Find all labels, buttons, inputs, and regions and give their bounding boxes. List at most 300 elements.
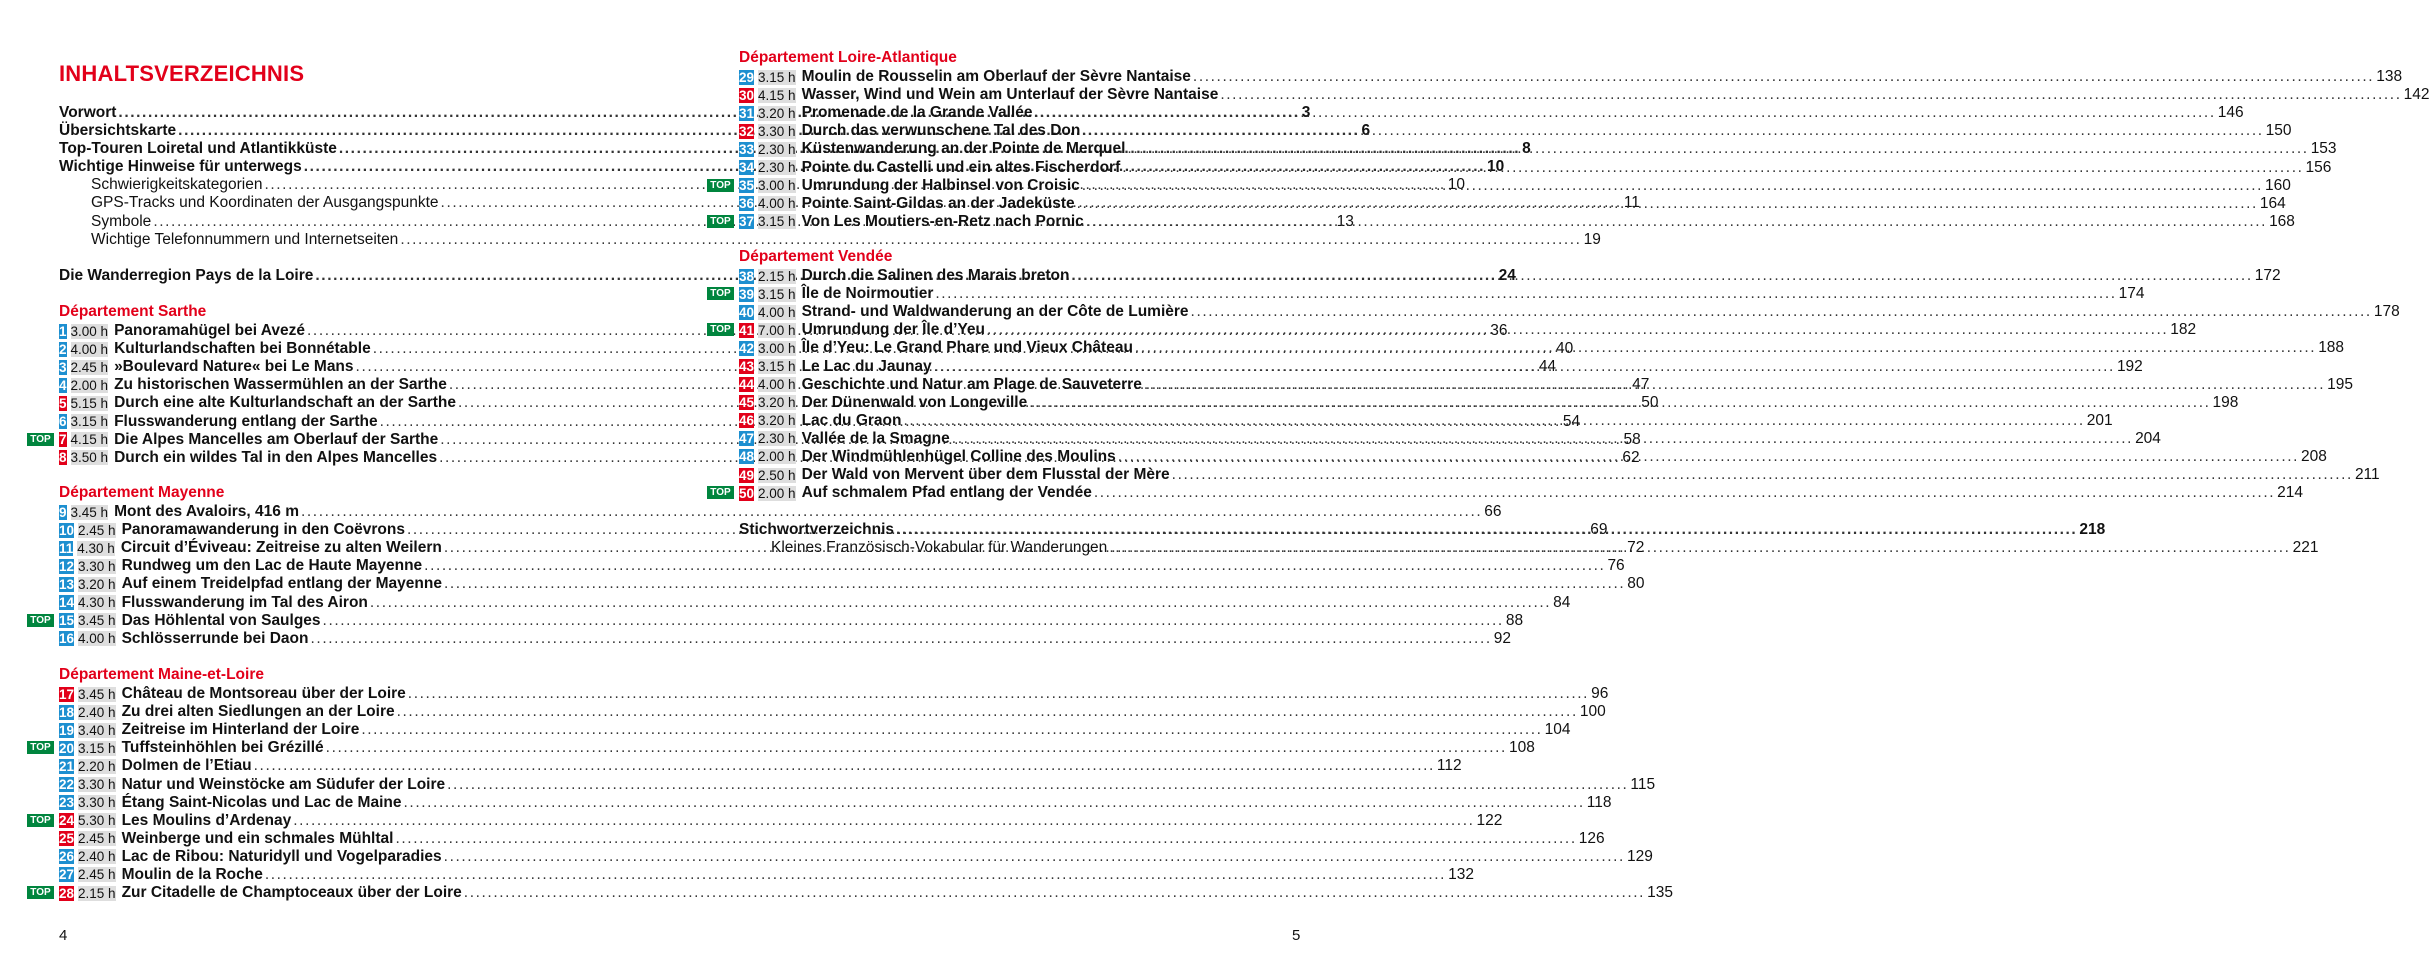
tour-duration: 3.15 h bbox=[758, 214, 796, 230]
tour-title: Promenade de la Grande Vallée bbox=[801, 104, 1033, 122]
entry-page: 8 bbox=[1522, 140, 1531, 158]
tour-number-badge: 3 bbox=[59, 359, 67, 375]
tour-page: 188 bbox=[2318, 339, 2345, 357]
tour-title-line bbox=[802, 267, 2281, 285]
tour-page: 72 bbox=[1627, 539, 1645, 557]
entry-page: 6 bbox=[1361, 122, 1371, 140]
tour-title: Durch eine alte Kulturlandschaft an der Sarthe bbox=[114, 394, 457, 412]
tour-number-badge: 30 bbox=[739, 87, 755, 103]
tour-title: Moulin de la Roche bbox=[121, 865, 263, 883]
tour-title: Lac de Ribou: Naturidyll und Vogelparadies bbox=[121, 847, 442, 865]
tour-row bbox=[0, 775, 1656, 793]
tour-number-badge: 36 bbox=[739, 196, 755, 212]
page-title: INHALTSVERZEICHNIS bbox=[59, 61, 305, 86]
tour-duration: 3.15 h bbox=[70, 414, 109, 430]
tour-page: 211 bbox=[2354, 466, 2380, 484]
tour-page: 204 bbox=[2135, 429, 2161, 447]
tour-number-badge: 42 bbox=[739, 340, 755, 356]
entry-title: Kleines Französisch-Vokabular für Wanderungen bbox=[771, 539, 1108, 557]
tour-title: Circuit d’Éviveau: Zeitreise zu alten Weilern bbox=[120, 539, 442, 557]
tour-duration: 4.15 h bbox=[70, 432, 109, 448]
tour-row bbox=[0, 811, 1503, 830]
tour-title: Die Alpes Mancelles am Oberlauf der Sarthe bbox=[114, 430, 439, 448]
entry-page: 3 bbox=[1301, 104, 1311, 121]
tour-title: Pointe Saint-Gildas an der Jadeküste bbox=[801, 194, 1075, 212]
tour-duration: 4.00 h bbox=[758, 304, 796, 320]
tour-duration: 3.30 h bbox=[78, 777, 116, 793]
tour-title: Tuffsteinhöhlen bei Grézillé bbox=[121, 739, 324, 757]
tour-number-badge: 14 bbox=[59, 595, 75, 611]
entry-page: 10 bbox=[1487, 158, 1505, 176]
tour-number-badge: 31 bbox=[739, 105, 755, 121]
tour-number-badge: 49 bbox=[739, 467, 755, 483]
tour-row bbox=[680, 104, 2244, 122]
tour-page: 135 bbox=[1647, 884, 1673, 902]
leader-dots bbox=[1122, 159, 2303, 177]
tour-number-badge: 8 bbox=[59, 450, 67, 466]
tour-title: Umrundung der Île d’Yeu bbox=[801, 321, 986, 339]
tour-row bbox=[680, 86, 2430, 104]
tour-row bbox=[0, 757, 1462, 775]
tour-title: Durch das verwunschene Tal des Don bbox=[801, 122, 1081, 140]
leader-dots bbox=[1077, 195, 2258, 213]
top-tour-badge: TOP bbox=[707, 287, 734, 300]
tour-number-badge: 26 bbox=[59, 849, 75, 865]
entry-page: 218 bbox=[2079, 521, 2106, 538]
entry-title: Symbole bbox=[91, 212, 152, 230]
leader-dots bbox=[1071, 267, 2252, 285]
tour-title-line bbox=[802, 285, 2145, 303]
tour-page: 195 bbox=[2327, 375, 2353, 393]
tour-title: Geschichte und Natur am Plage de Sauveterre bbox=[801, 375, 1142, 393]
leader-dots bbox=[935, 285, 2116, 303]
tour-row bbox=[0, 629, 1512, 648]
tour-number-badge: 34 bbox=[739, 160, 755, 176]
tour-page: 115 bbox=[1630, 775, 1656, 793]
tour-duration: 3.30 h bbox=[758, 123, 796, 139]
tour-title-line bbox=[802, 484, 2303, 502]
entry-page: 221 bbox=[2292, 539, 2319, 557]
tour-title: Strand- und Waldwanderung an der Côte de Lumière bbox=[801, 303, 1189, 321]
tour-title: Mont des Avaloirs, 416 m bbox=[114, 503, 299, 521]
tour-page: 208 bbox=[2301, 447, 2327, 465]
tour-row bbox=[0, 611, 1524, 630]
tour-duration: 2.30 h bbox=[758, 431, 796, 447]
tour-duration: 2.40 h bbox=[78, 704, 116, 720]
tour-row bbox=[680, 484, 2304, 502]
tour-title: Auf schmalem Pfad entlang der Vendée bbox=[801, 484, 1092, 502]
tour-duration: 2.30 h bbox=[758, 160, 796, 176]
tour-title: Les Moulins d’Ardenay bbox=[121, 811, 292, 829]
tour-number-badge: 9 bbox=[59, 504, 67, 520]
tour-title: Flusswanderung im Tal des Airon bbox=[121, 593, 368, 611]
tour-row bbox=[0, 593, 1571, 611]
tour-number-badge: 20 bbox=[59, 740, 75, 756]
tour-page: 160 bbox=[2265, 176, 2291, 194]
entry-title: Wichtige Telefonnummern und Internetseiten bbox=[91, 230, 399, 248]
tour-title: Moulin de Rousselin am Oberlauf der Sèvre Nantaise bbox=[801, 68, 1191, 86]
tour-page: 118 bbox=[1586, 793, 1612, 811]
tour-page: 50 bbox=[1641, 394, 1659, 412]
leader-dots bbox=[1144, 376, 2325, 394]
tour-duration: 3.40 h bbox=[78, 722, 116, 738]
tour-title-line bbox=[802, 448, 2327, 466]
tour-number-badge: 1 bbox=[59, 323, 67, 339]
tour-title: Zu historischen Wassermühlen an der Sarthe bbox=[114, 376, 447, 394]
tour-duration: 3.20 h bbox=[758, 105, 796, 121]
entry-page: 10 bbox=[1447, 176, 1465, 194]
tour-duration: 3.00 h bbox=[758, 340, 796, 356]
entry-title: Wichtige Hinweise für unterwegs bbox=[59, 158, 302, 176]
tour-number-badge: 39 bbox=[739, 286, 755, 302]
tour-number-badge: 40 bbox=[739, 304, 755, 320]
tour-row bbox=[0, 503, 1502, 521]
tour-title: Flusswanderung entlang der Sarthe bbox=[114, 412, 378, 430]
leader-dots bbox=[1193, 68, 2374, 86]
tour-duration: 4.30 h bbox=[78, 595, 116, 611]
page-number-right: 5 bbox=[1292, 927, 1301, 944]
tour-duration: 4.00 h bbox=[70, 341, 109, 357]
tour-duration: 3.20 h bbox=[758, 395, 796, 411]
tour-title: Zur Citadelle de Champtoceaux über der Loire bbox=[121, 884, 462, 902]
tour-page: 182 bbox=[2170, 321, 2197, 339]
leader-dots bbox=[1086, 213, 2267, 231]
leader-dots bbox=[1191, 303, 2372, 321]
tour-page: 104 bbox=[1544, 721, 1571, 739]
tour-title: Rundweg um den Lac de Haute Mayenne bbox=[121, 557, 423, 575]
tour-page: 178 bbox=[2373, 303, 2400, 321]
tour-duration: 3.00 h bbox=[758, 178, 796, 194]
tour-duration: 3.20 h bbox=[758, 413, 796, 429]
tour-number-badge: 21 bbox=[59, 758, 75, 774]
tour-duration: 2.40 h bbox=[78, 849, 116, 865]
tour-page: 54 bbox=[1562, 412, 1581, 430]
entry-page: 19 bbox=[1583, 230, 1601, 248]
tour-title-line bbox=[802, 140, 2337, 158]
tour-duration: 4.00 h bbox=[758, 196, 796, 212]
tour-title: Lac du Graon bbox=[801, 411, 902, 429]
leader-dots bbox=[1220, 86, 2401, 104]
top-tour-badge: TOP bbox=[27, 886, 54, 899]
tour-page: 108 bbox=[1508, 739, 1535, 757]
tour-title-line bbox=[802, 358, 2143, 376]
tour-row bbox=[680, 285, 2145, 303]
department-heading: Département Mayenne bbox=[59, 484, 225, 501]
tour-page: 47 bbox=[1632, 376, 1650, 394]
tour-page: 138 bbox=[2376, 68, 2403, 86]
tour-page: 129 bbox=[1626, 847, 1653, 865]
leader-dots bbox=[1029, 394, 2210, 412]
tour-number-badge: 16 bbox=[59, 631, 75, 647]
tour-page: 92 bbox=[1493, 629, 1512, 647]
tour-row bbox=[0, 884, 1673, 902]
tour-page: 76 bbox=[1607, 557, 1625, 575]
leader-dots bbox=[903, 412, 2084, 430]
top-tour-badge: TOP bbox=[27, 433, 54, 446]
tour-duration: 2.00 h bbox=[758, 485, 796, 501]
tour-page: 69 bbox=[1590, 521, 1608, 539]
tour-duration: 3.50 h bbox=[70, 450, 109, 466]
tour-title: Der Dünenwald von Longeville bbox=[801, 393, 1028, 411]
department-heading: Département Maine-et-Loire bbox=[59, 666, 264, 683]
tour-title: Dolmen de l’Etiau bbox=[121, 757, 252, 775]
tour-page: 112 bbox=[1436, 757, 1462, 775]
tour-number-badge: 43 bbox=[739, 359, 755, 375]
tour-number-badge: 41 bbox=[739, 322, 755, 338]
tour-title: Von Les Moutiers-en-Retz nach Pornic bbox=[801, 212, 1084, 230]
tour-duration: 4.00 h bbox=[78, 631, 116, 647]
tour-duration: 5.15 h bbox=[70, 395, 109, 411]
tour-number-badge: 32 bbox=[739, 123, 755, 139]
tour-duration: 2.45 h bbox=[78, 867, 116, 883]
tour-title-line bbox=[802, 213, 2295, 231]
tour-number-badge: 25 bbox=[59, 831, 75, 847]
tour-title: Küstenwanderung an der Pointe de Merquel bbox=[801, 140, 1126, 158]
tour-duration: 2.00 h bbox=[70, 377, 109, 393]
tour-title-line bbox=[802, 122, 2292, 140]
tour-row bbox=[0, 575, 1645, 593]
tour-duration: 2.15 h bbox=[78, 885, 116, 901]
top-tour-badge: TOP bbox=[27, 614, 54, 627]
tour-duration: 3.00 h bbox=[70, 323, 109, 339]
tour-title: Kulturlandschaften bei Bonnétable bbox=[114, 340, 371, 358]
tour-row bbox=[680, 466, 2380, 484]
leader-dots bbox=[1034, 104, 2215, 122]
tour-duration: 3.15 h bbox=[78, 740, 116, 756]
tour-page: 100 bbox=[1579, 703, 1606, 721]
tour-title-line bbox=[802, 376, 2353, 394]
tour-duration: 3.15 h bbox=[758, 359, 796, 375]
entry-page: 13 bbox=[1336, 212, 1354, 230]
tour-title: Île de Noirmoutier bbox=[801, 285, 934, 303]
tour-title: Île d’Yeu: Le Grand Phare und Vieux Château bbox=[801, 339, 1133, 357]
tour-title: Panoramahügel bei Avezé bbox=[114, 322, 306, 340]
tour-title-line bbox=[802, 68, 2403, 86]
tour-number-badge: 12 bbox=[59, 558, 75, 574]
tour-page: 201 bbox=[2086, 411, 2113, 429]
tour-number-badge: 6 bbox=[59, 414, 67, 430]
tour-title-line bbox=[802, 430, 2161, 448]
tour-title-line bbox=[802, 394, 2239, 412]
top-tour-badge: TOP bbox=[27, 741, 54, 754]
department-heading: Département Loire-Atlantique bbox=[739, 49, 957, 66]
tour-row bbox=[680, 140, 2337, 158]
tour-title: Das Höhlental von Saulges bbox=[121, 611, 321, 629]
tour-title: Durch die Salinen des Marais breton bbox=[801, 267, 1070, 285]
tour-duration: 2.50 h bbox=[758, 467, 796, 483]
tour-row bbox=[680, 68, 2403, 86]
entry-title: Die Wanderregion Pays de la Loire bbox=[59, 267, 314, 284]
tour-title-line bbox=[802, 303, 2400, 321]
tour-page: 156 bbox=[2305, 158, 2332, 176]
tour-number-badge: 19 bbox=[59, 722, 75, 738]
tour-title: Étang Saint-Nicolas und Lac de Maine bbox=[121, 793, 402, 811]
tour-page: 88 bbox=[1505, 611, 1524, 629]
tour-row bbox=[0, 865, 1474, 884]
leader-dots bbox=[1082, 122, 2263, 140]
top-tour-badge: TOP bbox=[707, 486, 734, 499]
tour-duration: 3.15 h bbox=[758, 286, 796, 302]
tour-title-line bbox=[802, 86, 2430, 104]
tour-row bbox=[0, 557, 1625, 575]
tour-title: Umrundung der Halbinsel von Croisic bbox=[801, 176, 1080, 194]
tour-title: Zu drei alten Siedlungen an der Loire bbox=[121, 703, 395, 721]
tour-row bbox=[0, 685, 1609, 703]
tour-row bbox=[680, 122, 2292, 140]
tour-title-line bbox=[802, 177, 2291, 195]
leader-dots bbox=[952, 430, 2133, 448]
tour-page: 150 bbox=[2265, 122, 2292, 140]
tour-duration: 5.30 h bbox=[78, 813, 116, 829]
tour-duration: 3.30 h bbox=[78, 795, 116, 811]
tour-number-badge: 18 bbox=[59, 704, 75, 720]
tour-row bbox=[0, 793, 1612, 812]
page-number-left: 4 bbox=[59, 927, 68, 944]
toc-entry bbox=[59, 230, 1601, 249]
tour-title: Vallée de la Smagne bbox=[801, 429, 950, 447]
tour-number-badge: 38 bbox=[739, 268, 755, 284]
tour-duration: 2.45 h bbox=[78, 831, 116, 847]
tour-title-line bbox=[802, 104, 2244, 122]
department-section bbox=[0, 666, 1673, 902]
entry-page: 11 bbox=[1623, 194, 1640, 212]
tour-page: 122 bbox=[1476, 811, 1503, 829]
top-tour-badge: TOP bbox=[27, 814, 54, 827]
tour-title: Schlösserrunde bei Daon bbox=[121, 629, 309, 647]
tour-number-badge: 23 bbox=[59, 795, 75, 811]
tour-number-badge: 15 bbox=[59, 613, 75, 629]
tour-title: Château de Montsoreau über der Loire bbox=[121, 685, 406, 703]
tour-title: Natur und Weinstöcke am Südufer der Loire bbox=[121, 775, 446, 793]
tour-number-badge: 47 bbox=[739, 431, 755, 447]
department-heading: Département Sarthe bbox=[59, 303, 207, 320]
tour-title: Durch ein wildes Tal in den Alpes Mancelles bbox=[114, 448, 438, 466]
leader-dots bbox=[987, 321, 2168, 339]
tour-page: 58 bbox=[1623, 430, 1641, 448]
tour-number-badge: 46 bbox=[739, 413, 755, 429]
tour-page: 198 bbox=[2212, 393, 2239, 411]
tour-title: Der Windmühlenhügel Colline des Moulins bbox=[801, 447, 1116, 465]
tour-number-badge: 2 bbox=[59, 341, 67, 357]
tour-row bbox=[0, 703, 1606, 721]
tour-duration: 2.45 h bbox=[78, 522, 116, 538]
tour-duration: 3.45 h bbox=[78, 613, 116, 629]
entry-page: 24 bbox=[1498, 267, 1516, 284]
tour-number-badge: 50 bbox=[739, 485, 755, 501]
tour-page: 62 bbox=[1622, 448, 1640, 466]
entry-title: Übersichtskarte bbox=[59, 122, 177, 140]
tour-number-badge: 13 bbox=[59, 576, 75, 592]
department-heading: Département Vendée bbox=[739, 248, 893, 265]
leader-dots bbox=[1135, 339, 2316, 357]
tour-duration: 4.00 h bbox=[758, 377, 796, 393]
tour-row bbox=[0, 721, 1571, 739]
tour-duration: 4.30 h bbox=[77, 540, 115, 556]
entry-title: Schwierigkeitskategorien bbox=[91, 176, 263, 194]
tour-row bbox=[0, 739, 1535, 757]
tour-page: 168 bbox=[2269, 212, 2295, 230]
leader-dots bbox=[934, 358, 2115, 376]
tour-row bbox=[680, 303, 2400, 321]
tour-row bbox=[0, 829, 1605, 848]
tour-page: 146 bbox=[2217, 104, 2244, 122]
leader-dots bbox=[1082, 177, 2263, 195]
tour-number-badge: 5 bbox=[59, 395, 67, 411]
tour-title-line bbox=[802, 159, 2332, 177]
tour-page: 214 bbox=[2277, 484, 2304, 502]
tour-duration: 2.00 h bbox=[758, 449, 796, 465]
tour-number-badge: 45 bbox=[739, 395, 755, 411]
tour-title: Le Lac du Jaunay bbox=[801, 357, 932, 375]
tour-page: 80 bbox=[1627, 575, 1645, 593]
tour-title-line bbox=[802, 339, 2344, 357]
leader-dots bbox=[1172, 466, 2353, 484]
tour-title: Auf einem Treidelpfad entlang der Mayenne bbox=[121, 575, 442, 593]
tour-page: 192 bbox=[2116, 357, 2143, 375]
tour-title: Zeitreise im Hinterland der Loire bbox=[121, 721, 360, 739]
tour-title-line bbox=[802, 321, 2197, 339]
tour-duration: 3.45 h bbox=[70, 504, 109, 520]
top-tour-badge: TOP bbox=[707, 215, 734, 228]
entry-title: Stichwortverzeichnis bbox=[739, 521, 895, 538]
tour-title: Panoramawanderung in den Coëvrons bbox=[121, 521, 405, 539]
tour-duration: 3.20 h bbox=[78, 576, 116, 592]
tour-title: Weinberge und ein schmales Mühltal bbox=[121, 829, 394, 847]
tour-page: 172 bbox=[2254, 267, 2281, 285]
tour-number-badge: 7 bbox=[59, 432, 67, 448]
tour-duration: 3.30 h bbox=[78, 558, 116, 574]
tour-title: Pointe du Castelli und ein altes Fischerdorf bbox=[801, 158, 1121, 176]
tour-number-badge: 17 bbox=[59, 686, 75, 702]
tour-duration: 2.20 h bbox=[78, 758, 116, 774]
tour-title: Der Wald von Mervent über dem Flusstal der Mère bbox=[801, 466, 1170, 484]
tour-number-badge: 35 bbox=[739, 178, 755, 194]
tour-number-badge: 27 bbox=[59, 867, 75, 883]
tour-page: 132 bbox=[1448, 865, 1474, 883]
leader-dots bbox=[896, 521, 2077, 539]
tour-page: 40 bbox=[1555, 340, 1574, 358]
top-tour-badge: TOP bbox=[707, 323, 734, 336]
tour-duration: 2.45 h bbox=[70, 359, 109, 375]
tour-page: 142 bbox=[2403, 86, 2430, 104]
tour-number-badge: 22 bbox=[59, 777, 75, 793]
tour-duration: 3.45 h bbox=[78, 686, 116, 702]
tour-page: 66 bbox=[1484, 503, 1502, 521]
tour-duration: 2.30 h bbox=[758, 141, 796, 157]
tour-number-badge: 4 bbox=[59, 377, 67, 393]
entry-title: Vorwort bbox=[59, 104, 117, 121]
tour-title: Wasser, Wind und Wein am Unterlauf der Sèvre Nantaise bbox=[801, 86, 1219, 104]
tour-page: 36 bbox=[1490, 322, 1508, 340]
tour-page: 96 bbox=[1591, 685, 1609, 703]
tour-title-line bbox=[802, 466, 2380, 484]
tour-title: »Boulevard Nature« bei Le Mans bbox=[114, 358, 354, 376]
tour-number-badge: 44 bbox=[739, 377, 755, 393]
tour-number-badge: 33 bbox=[739, 141, 755, 157]
leader-dots bbox=[1109, 539, 2290, 557]
top-tour-badge: TOP bbox=[707, 179, 734, 192]
tour-row bbox=[0, 847, 1653, 866]
leader-dots bbox=[1118, 448, 2299, 466]
tour-duration: 2.15 h bbox=[758, 268, 796, 284]
tour-number-badge: 48 bbox=[739, 449, 755, 465]
tour-duration: 3.15 h bbox=[758, 69, 796, 85]
tour-number-badge: 29 bbox=[739, 69, 755, 85]
tour-duration: 7.00 h bbox=[758, 322, 796, 338]
tour-page: 126 bbox=[1578, 829, 1605, 847]
tour-number-badge: 37 bbox=[739, 214, 755, 230]
tour-page: 164 bbox=[2259, 194, 2286, 212]
